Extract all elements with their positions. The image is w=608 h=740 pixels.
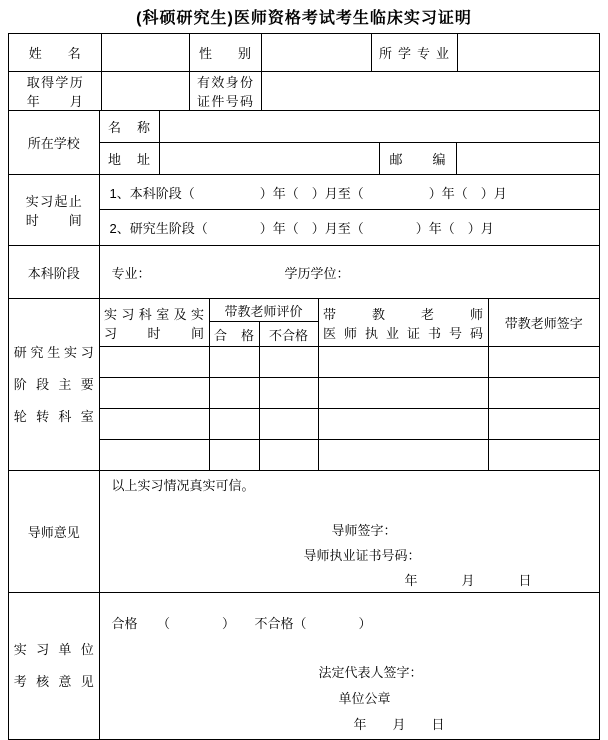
rotation-label-line3: 轮转科室	[13, 408, 94, 424]
undergrad-table	[9, 246, 599, 299]
school-address-label-cell	[99, 143, 159, 175]
advisor-table	[9, 471, 599, 593]
advisor-label-cell	[9, 471, 99, 593]
school-label-cell	[9, 111, 99, 175]
rotation-pass-header-text: 合格	[214, 327, 254, 343]
name-label: 姓名	[28, 46, 81, 61]
school-name-label: 名称	[108, 120, 150, 135]
rotation-dept-time-header	[99, 299, 209, 347]
rotation-license-header-line2: 医师执业证书号码	[323, 325, 484, 341]
advisor-date-month: 月	[461, 573, 475, 588]
rotation-fail-cell	[259, 409, 318, 440]
rotation-fail-cell	[259, 378, 318, 409]
unit-date-year: 年	[353, 717, 367, 732]
undergrad-label-cell	[9, 246, 99, 299]
rotation-signature-cell	[488, 440, 599, 471]
unit-rep-label: 法定代表人签字：	[318, 665, 423, 680]
rotation-license-cell	[318, 440, 488, 471]
certificate-form	[8, 33, 600, 740]
unit-content-cell	[99, 593, 599, 739]
zip-value-cell	[456, 143, 599, 175]
unit-date-month: 月	[392, 717, 406, 732]
advisor-date-day: 日	[518, 573, 532, 588]
rotation-pass-cell	[209, 378, 259, 409]
unit-date-line	[354, 716, 600, 733]
degree-date-label-cell	[9, 72, 101, 111]
rotation-dept-cell	[99, 378, 209, 409]
rotation-pass-cell	[209, 409, 259, 440]
gender-label: 性别	[199, 46, 251, 61]
id-number-value-cell	[261, 72, 599, 111]
id-number-label-line2: 证件号码	[197, 94, 253, 109]
period-graduate-line: 2、研究生阶段（ ）年（ ）月至（ ）年（ ）月	[99, 210, 599, 246]
undergrad-major-label: 专业：	[111, 265, 151, 281]
rotation-dept-cell	[99, 347, 209, 378]
advisor-label: 导师意见	[27, 525, 80, 540]
unit-label-cell	[9, 593, 99, 739]
rotation-dept-cell	[99, 409, 209, 440]
major-label-cell	[371, 34, 457, 72]
unit-label-line1: 实习单位	[13, 642, 94, 657]
rotation-signature-header: 带教老师签字	[488, 299, 599, 347]
rotation-license-cell	[318, 347, 488, 378]
rotation-license-header	[318, 299, 488, 347]
advisor-date-year: 年	[404, 573, 418, 588]
rotation-table	[9, 299, 599, 471]
identity-table	[9, 34, 599, 111]
degree-date-value-cell	[101, 72, 189, 111]
rotation-dept-time-header-line2: 习时间	[104, 325, 204, 341]
rotation-label-cell	[9, 299, 99, 471]
rotation-dept-cell	[99, 440, 209, 471]
zip-label: 邮编	[389, 152, 446, 167]
advisor-date-line	[405, 572, 600, 589]
id-number-label-line1: 有效身份	[197, 75, 253, 90]
undergrad-content-cell	[99, 246, 599, 299]
rotation-pass-cell	[209, 347, 259, 378]
period-label-cell	[9, 175, 99, 246]
unit-seal-label: 单位公章	[338, 691, 391, 706]
zip-label-cell	[379, 143, 456, 175]
gender-label-cell	[189, 34, 261, 72]
period-label-line2: 时间	[25, 213, 82, 228]
school-label: 所在学校	[27, 136, 80, 151]
rotation-signature-cell	[488, 347, 599, 378]
undergrad-degree-label: 学历学位：	[284, 265, 350, 281]
rotation-dept-time-header-line1: 实习科室及实	[104, 306, 204, 322]
rotation-fail-header: 不合格	[259, 322, 318, 347]
advisor-sign-label: 导师签字：	[331, 523, 397, 538]
rotation-label-line1: 研究生实习	[13, 344, 94, 360]
rotation-label-line2: 阶段主要	[13, 376, 94, 392]
rotation-signature-cell	[488, 409, 599, 440]
rotation-license-cell	[318, 378, 488, 409]
school-address-value-cell	[159, 143, 379, 175]
degree-date-label-line2: 年月	[26, 94, 83, 109]
rotation-pass-header	[209, 322, 259, 347]
rotation-signature-cell	[488, 378, 599, 409]
rotation-fail-cell	[259, 347, 318, 378]
name-value-cell	[101, 34, 189, 72]
unit-date-day: 日	[431, 717, 445, 732]
name-label-cell	[9, 34, 101, 72]
advisor-license-label: 导师执业证书号码：	[303, 548, 421, 563]
advisor-content-cell	[99, 471, 599, 593]
school-name-value-cell	[159, 111, 599, 143]
rotation-pass-cell	[209, 440, 259, 471]
period-label-line1: 实习起止	[25, 194, 82, 209]
period-undergrad-line: 1、本科阶段（ ）年（ ）月至（ ）年（ ）月	[99, 175, 599, 210]
undergrad-label: 本科阶段	[27, 265, 80, 281]
school-address-label: 地址	[108, 152, 150, 167]
degree-date-label-line1: 取得学历	[26, 75, 83, 90]
school-table	[9, 111, 599, 175]
unit-grade-line: 合格 （ ） 不合格（ ）	[111, 616, 372, 631]
school-name-label-cell	[99, 111, 159, 143]
period-table	[9, 175, 599, 246]
id-number-label-cell	[189, 72, 261, 111]
unit-table	[9, 593, 599, 739]
gender-value-cell	[261, 34, 371, 72]
major-label: 所学专业	[379, 46, 449, 61]
rotation-license-header-line1: 带教老师	[323, 306, 484, 322]
rotation-evaluation-header: 带教老师评价	[209, 299, 318, 322]
advisor-statement: 以上实习情况真实可信。	[111, 478, 255, 493]
form-title: (科硕研究生)医师资格考试考生临床实习证明	[136, 10, 472, 27]
unit-label-line2: 考核意见	[13, 674, 94, 689]
rotation-license-cell	[318, 409, 488, 440]
rotation-fail-cell	[259, 440, 318, 471]
major-value-cell	[457, 34, 599, 72]
